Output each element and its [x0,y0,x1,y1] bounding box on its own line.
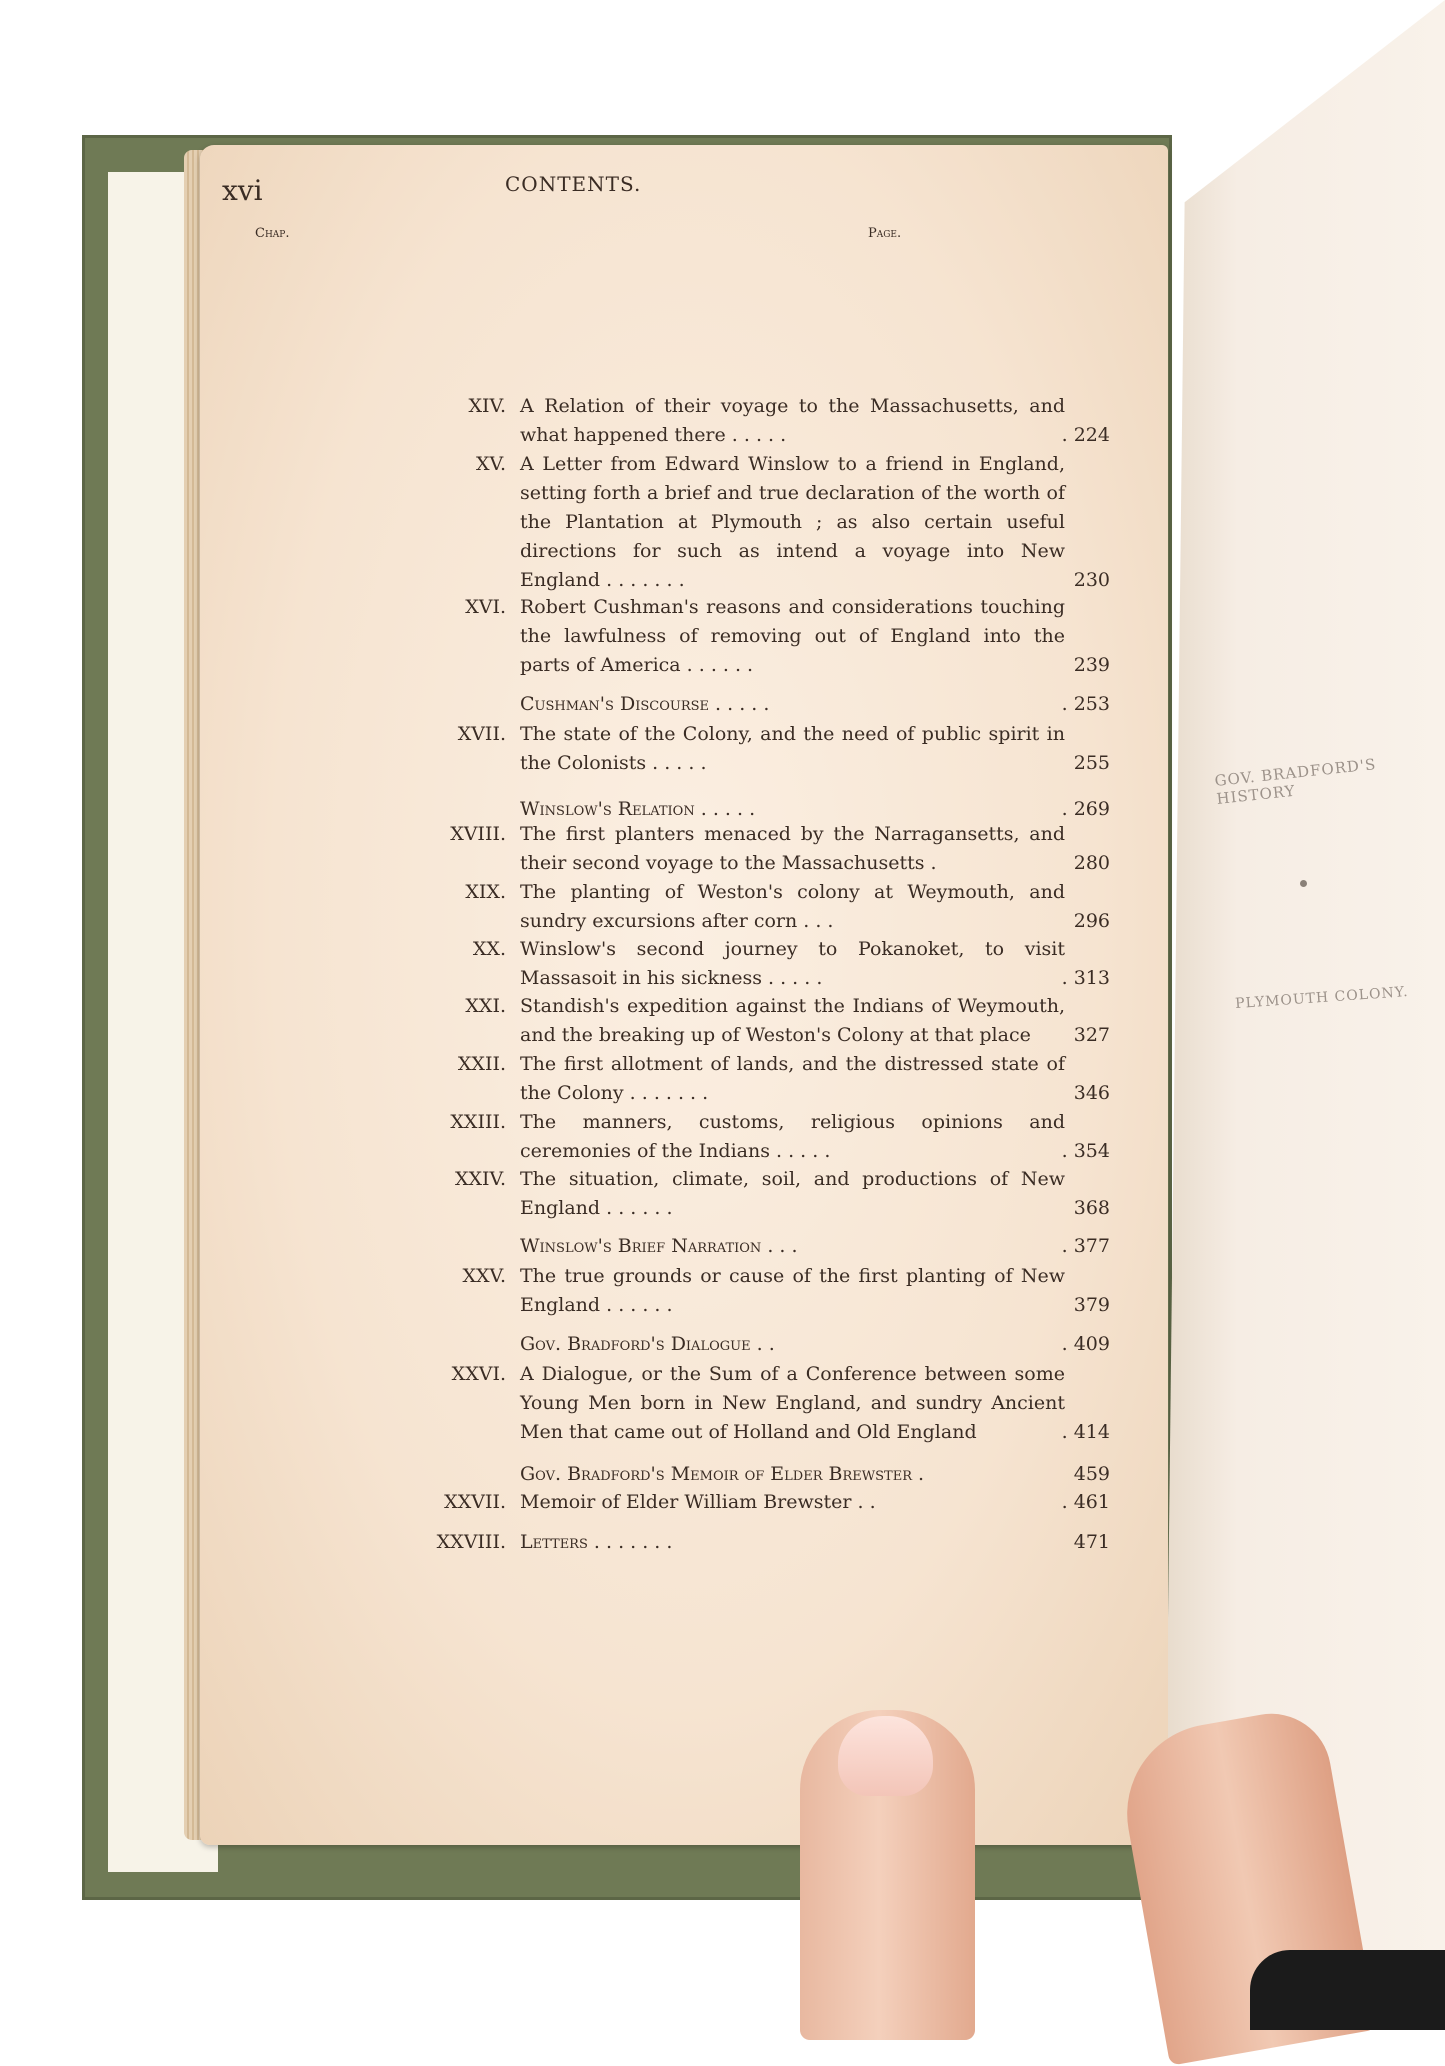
toc-entry [0,1165,1110,1223]
toc-entry [0,593,1110,680]
chapter-number: XXII. [457,1053,506,1075]
page-reference: . 224 [1061,424,1110,446]
toc-entry [0,720,1110,778]
toc-entry [0,992,1110,1050]
page-reference: 280 [1073,852,1110,874]
chapter-number: XV. [476,453,506,475]
page-title: CONTENTS. [505,172,642,196]
page-number: xvi [222,174,263,207]
chapter-title: The manners, customs, religious opinions and ceremonies of the Indians . . . . . [520,1111,1065,1162]
toc-entry [0,690,1110,719]
chapter-title: Letters . . . . . . . [520,1531,673,1553]
facing-title-line-1: GOV. BRADFORD'S HISTORY [1213,755,1378,808]
facing-ornament [1300,880,1307,887]
chapter-number: XX. [472,938,506,960]
chapter-number: XXIV. [455,1168,506,1190]
fingernail [838,1716,933,1796]
toc-entry [0,1460,1110,1489]
chapter-title: The true grounds or cause of the first planting of New England . . . . . . [520,1265,1065,1316]
chapter-title: The planting of Weston's colony at Weymouth, and sundry excursions after corn . . . [520,881,1065,932]
chapter-title: The situation, climate, soil, and productions of New England . . . . . . [520,1168,1065,1219]
chapter-number: XXIII. [450,1111,506,1133]
chapter-title: Gov. Bradford's Dialogue . . [520,1333,775,1355]
toc-entry [0,935,1110,993]
chapter-number: XXVII. [444,1491,506,1513]
chapter-title: A Letter from Edward Winslow to a friend in England, setting forth a brief and true declaration of the worth of the Plantation at Plymouth ; as also certain useful directions for such as intend a voyage into New England . . . . . . . [520,453,1065,591]
toc-entry [0,392,1110,450]
chapter-title: The first planters menaced by the Narragansetts, and their second voyage to the Massachusetts . [520,823,1065,874]
toc-entry [0,820,1110,878]
page-column-label: Page. [868,226,902,241]
facing-title-line-2: PLYMOUTH COLONY. [1234,983,1410,1013]
chapter-title: Cushman's Discourse . . . . . [520,693,770,715]
page-reference: . 409 [1061,1333,1110,1355]
page-reference: . 269 [1061,798,1110,820]
chapter-title: Memoir of Elder William Brewster . . [520,1491,876,1513]
page-reference: 230 [1073,569,1110,591]
toc-entry [0,1360,1110,1447]
chapter-number: XIX. [465,881,506,903]
toc-entry [0,1528,1110,1557]
chapter-number: XVI. [465,596,506,618]
chapter-number: XXVI. [451,1363,506,1385]
chapter-title: A Relation of their voyage to the Massachusetts, and what happened there . . . . . [520,395,1065,446]
chapter-title: Winslow's Brief Narration . . . [520,1235,798,1257]
chapter-column-label: Chap. [255,226,290,241]
chapter-title: Winslow's Relation . . . . . [520,798,756,820]
page-reference: 471 [1073,1531,1110,1553]
chapter-title: A Dialogue, or the Sum of a Conference between some Young Men born in New England, and sundry Ancient Men that came out of Holland and Old England [520,1363,1065,1443]
page-reference: 379 [1073,1294,1110,1316]
page-reference: . 414 [1061,1421,1110,1443]
chapter-number: XXVIII. [436,1531,506,1553]
sleeve [1250,1950,1445,2030]
page-reference: 459 [1073,1463,1110,1485]
chapter-number: XVIII. [450,823,506,845]
chapter-title: The first allotment of lands, and the distressed state of the Colony . . . . . . . [520,1053,1065,1104]
page-reference: 239 [1073,654,1110,676]
chapter-title: Gov. Bradford's Memoir of Elder Brewster . [520,1463,925,1485]
toc-entry [0,878,1110,936]
chapter-title: Standish's expedition against the Indians of Weymouth, and the breaking up of Weston's Colony at that place [520,995,1065,1046]
toc-entry [0,1050,1110,1108]
page-reference: 368 [1073,1197,1110,1219]
chapter-title: Winslow's second journey to Pokanoket, to visit Massasoit in his sickness . . . . . [520,938,1065,989]
page-reference: . 253 [1061,693,1110,715]
chapter-number: XVII. [457,723,506,745]
page-reference: 255 [1073,752,1110,774]
toc-entry [0,1330,1110,1359]
toc-entry [0,1232,1110,1261]
page-reference: . 461 [1061,1491,1110,1513]
chapter-number: XXI. [465,995,506,1017]
chapter-number: XIV. [468,395,506,417]
page-reference: . 354 [1061,1140,1110,1162]
toc-entry [0,1262,1110,1320]
page-reference: 327 [1073,1024,1110,1046]
toc-entry [0,1108,1110,1166]
chapter-title: The state of the Colony, and the need of public spirit in the Colonists . . . . . [520,723,1065,774]
chapter-title: Robert Cushman's reasons and considerations touching the lawfulness of removing out of England into the parts of America . . . . . . [520,596,1065,676]
toc-entry [0,450,1110,595]
page-reference: . 377 [1061,1235,1110,1257]
page-reference: 346 [1073,1082,1110,1104]
page-reference: . 313 [1061,967,1110,989]
toc-entry [0,1488,1110,1517]
chapter-number: XXV. [462,1265,506,1287]
page-reference: 296 [1073,910,1110,932]
facing-page [1168,0,1445,2023]
